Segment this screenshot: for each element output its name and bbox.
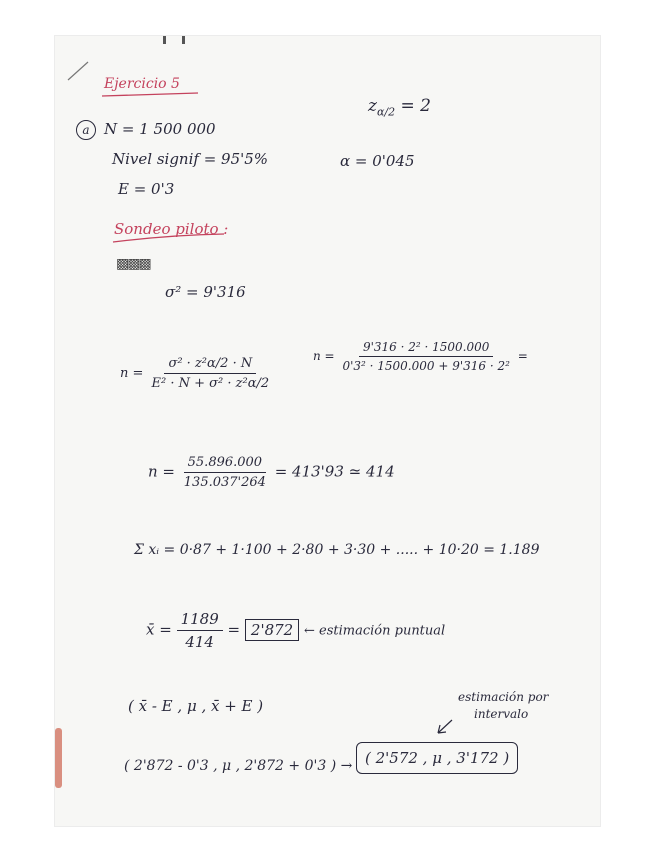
substituted-lhs: n = [313, 349, 335, 363]
substituted-fraction [338, 340, 514, 373]
interval-label-2: intervalo [474, 707, 529, 721]
population-line [76, 120, 216, 140]
interval-label-1: estimación por [458, 690, 549, 704]
substituted-denominator: 0'3² · 1500.000 + 9'316 · 2² [342, 359, 510, 373]
mean-calc [146, 610, 445, 651]
scribble: ▩▩▩ [116, 256, 150, 272]
point-estimate-label: ← estimación puntual [304, 623, 446, 639]
margin-stroke [68, 62, 88, 80]
mean-denominator: 414 [185, 633, 214, 651]
error-line: E = 0'3 [118, 180, 175, 198]
sum-line: Σ xᵢ = 0·87 + 1·100 + 2·80 + 3·30 + ..... + 10·20 = 1.189 [134, 542, 540, 558]
interval-result: ( 2'572 , μ , 3'172 ) [356, 742, 518, 774]
formula-denominator: E² · N + σ² · z²α/2 [151, 376, 270, 391]
pilot-heading: Sondeo piloto : [114, 220, 229, 238]
calc-fraction [180, 455, 270, 490]
mean-equals: = [227, 620, 241, 639]
general-formula [120, 356, 273, 391]
sample-size-calc [148, 455, 395, 490]
calc-numerator: 55.896.000 [184, 455, 266, 473]
interval-result-box [356, 749, 518, 767]
alpha-line: α = 0'045 [340, 152, 415, 170]
population-value: N = 1 500 000 [104, 120, 216, 138]
z-subscript: α/2 [376, 105, 396, 119]
mean-numerator: 1189 [177, 610, 223, 631]
z-value [368, 96, 431, 118]
formula-numerator: σ² · z²α/2 · N [164, 356, 256, 374]
variance-line: σ² = 9'316 [165, 283, 246, 301]
exercise-title: Ejercicio 5 [104, 76, 180, 92]
formula-lhs: n = [120, 366, 144, 381]
mean-lhs: x̄ = [146, 620, 172, 639]
mean-value-box: 2'872 [245, 619, 299, 641]
z-symbol: z [368, 96, 377, 116]
item-marker: a [76, 120, 96, 140]
formula-fraction [148, 356, 274, 391]
interval-arrow [438, 720, 452, 733]
title-underline [102, 93, 198, 96]
calc-result: = 413'93 ≃ 414 [274, 462, 395, 481]
calc-denominator: 135.037'264 [183, 475, 266, 490]
significance-line: Nivel signif = 95'5% [112, 150, 269, 168]
substituted-numerator: 9'316 · 2² · 1500.000 [359, 340, 493, 357]
interval-form: ( x̄ - E , μ , x̄ + E ) [128, 697, 264, 715]
interval-calc: ( 2'872 - 0'3 , μ , 2'872 + 0'3 ) → [124, 758, 353, 774]
mean-fraction [177, 610, 223, 651]
substituted-equals: = [517, 349, 528, 363]
substituted-formula [313, 340, 528, 373]
calc-lhs: n = [148, 462, 175, 481]
z-equals: = 2 [395, 96, 431, 116]
